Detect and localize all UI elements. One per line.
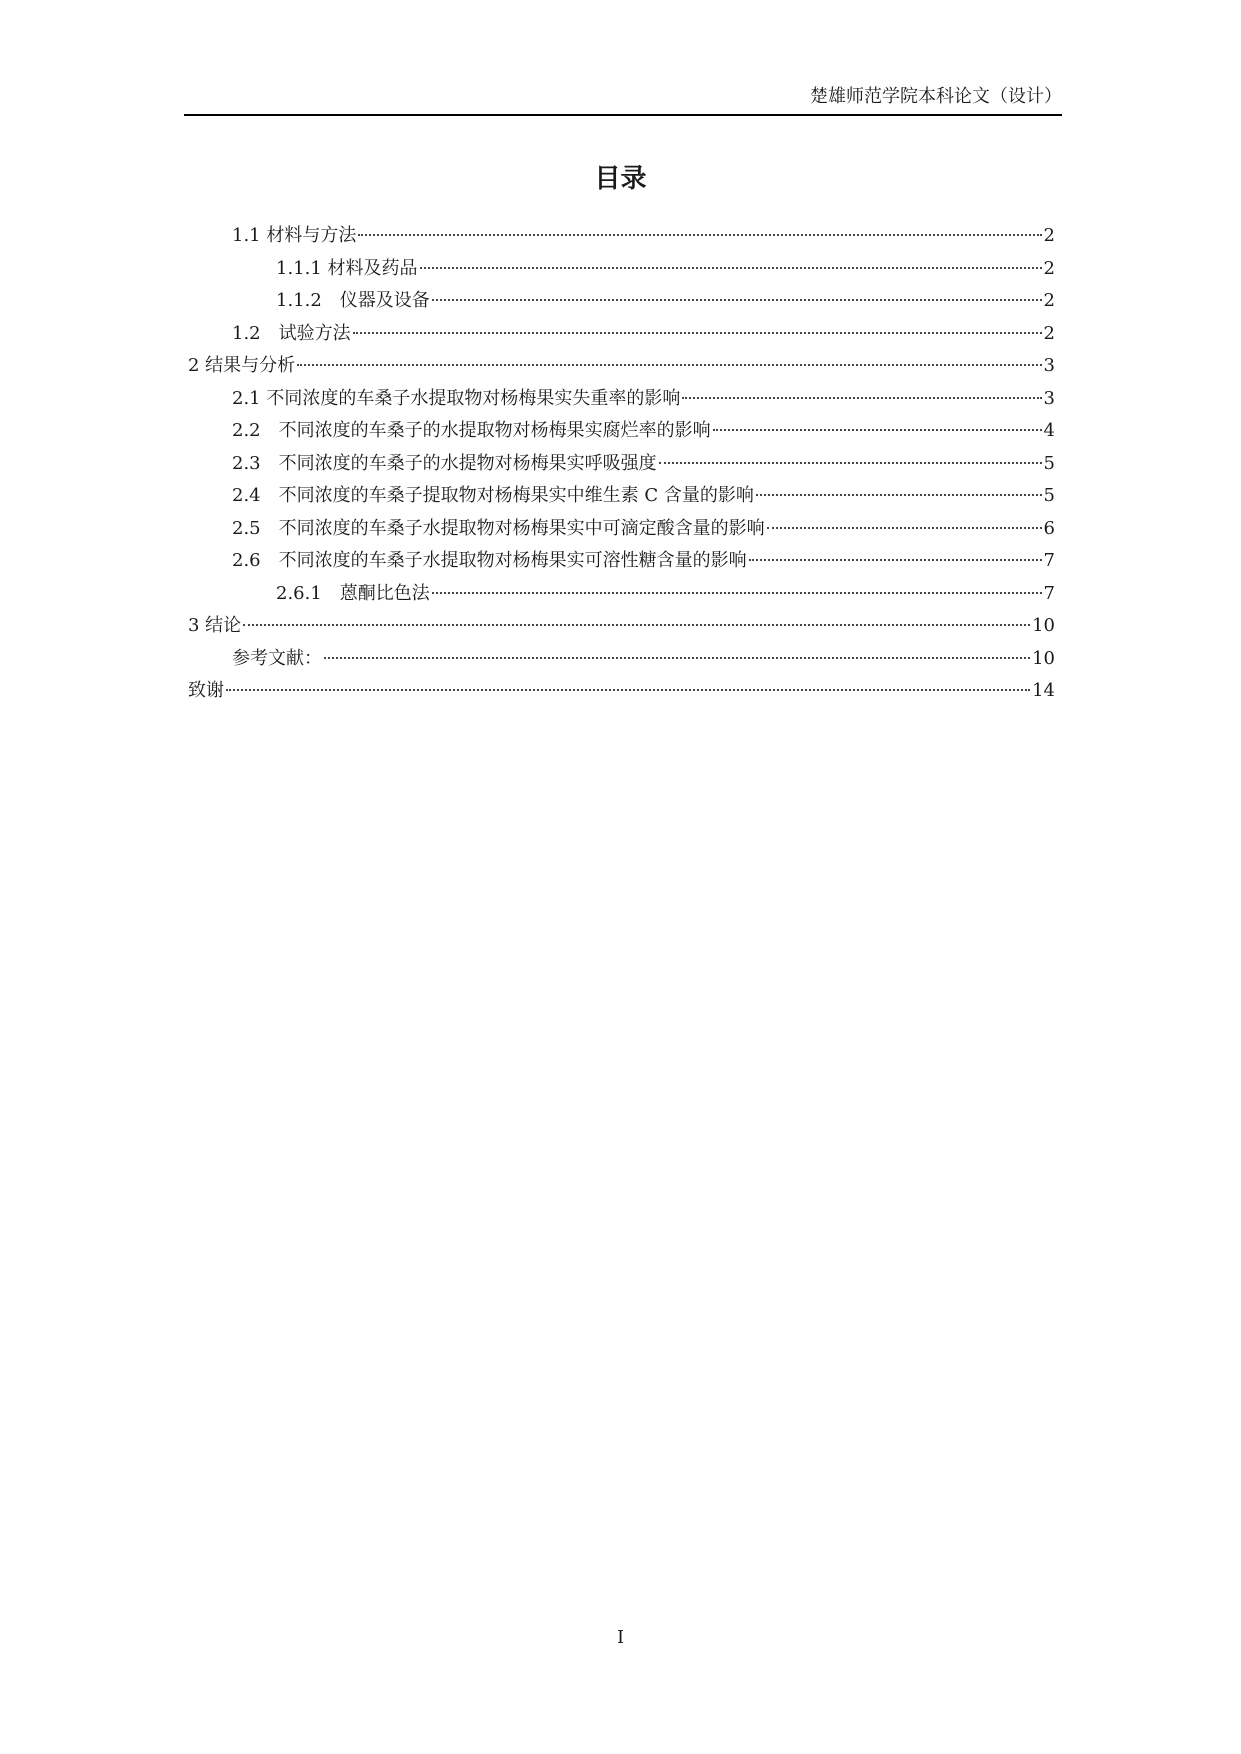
toc-dot-leader bbox=[659, 462, 1042, 464]
toc-entry-page: 10 bbox=[1032, 647, 1055, 669]
toc-entry[interactable] bbox=[188, 513, 1055, 546]
toc-entry-label: 2.2 不同浓度的车桑子的水提取物对杨梅果实腐烂率的影响 bbox=[232, 420, 711, 441]
toc-entry-page: 5 bbox=[1043, 485, 1055, 506]
toc-entry-page: 2 bbox=[1043, 290, 1055, 311]
toc-entry-page: 2 bbox=[1043, 225, 1055, 246]
toc-dot-leader bbox=[243, 624, 1030, 626]
toc-dot-leader bbox=[297, 364, 1041, 366]
toc-entry-page: 4 bbox=[1043, 420, 1055, 441]
toc-entry-label: 3 结论 bbox=[188, 615, 242, 636]
toc-entry-label: 1.1.1 材料及药品 bbox=[276, 257, 418, 279]
toc-entry-label: 2.5 不同浓度的车桑子水提取物对杨梅果实中可滴定酸含量的影响 bbox=[232, 517, 765, 539]
toc-entry[interactable] bbox=[188, 350, 1055, 383]
toc-entry-page: 2 bbox=[1043, 257, 1055, 279]
toc-entry-label: 1.1 材料与方法 bbox=[232, 225, 357, 246]
toc-entry[interactable] bbox=[188, 448, 1055, 481]
toc-entry-label: 致谢 bbox=[188, 680, 224, 701]
toc-entry-label: 2.6.1 蒽酮比色法 bbox=[276, 582, 430, 604]
toc-entry-label: 2.6 不同浓度的车桑子水提取物对杨梅果实可溶性糖含量的影响 bbox=[232, 550, 747, 571]
toc-dot-leader bbox=[420, 267, 1042, 269]
toc-title: 目录 bbox=[594, 164, 647, 194]
toc-entry[interactable] bbox=[188, 318, 1055, 351]
toc-entry-page: 7 bbox=[1043, 550, 1055, 571]
toc-dot-leader bbox=[358, 234, 1041, 236]
page-number: I bbox=[616, 1627, 625, 1648]
toc-entry-page: 3 bbox=[1043, 355, 1055, 376]
toc-dot-leader bbox=[432, 299, 1042, 301]
toc-entry-page: 14 bbox=[1032, 680, 1055, 701]
toc-entry-page: 5 bbox=[1043, 452, 1055, 474]
toc-dot-leader bbox=[767, 527, 1042, 529]
toc-entry-label: 1.1.2 仪器及设备 bbox=[276, 290, 430, 311]
toc-dot-leader bbox=[749, 559, 1042, 561]
toc-entry[interactable] bbox=[188, 480, 1055, 513]
toc-entry[interactable] bbox=[188, 220, 1055, 253]
toc-entry[interactable] bbox=[188, 383, 1055, 416]
toc-dot-leader bbox=[713, 429, 1042, 431]
toc-entry[interactable] bbox=[188, 545, 1055, 578]
toc-entry-page: 2 bbox=[1043, 322, 1055, 344]
toc-dot-leader bbox=[226, 689, 1030, 691]
toc-entry-page: 10 bbox=[1032, 615, 1055, 636]
toc-dot-leader bbox=[756, 494, 1042, 496]
toc-entry[interactable] bbox=[188, 285, 1055, 318]
toc-entry[interactable] bbox=[188, 675, 1055, 708]
toc-entry[interactable] bbox=[188, 415, 1055, 448]
toc-entry-label: 参考文献： bbox=[232, 647, 322, 669]
toc-dot-leader bbox=[682, 397, 1041, 399]
toc-entry-label: 2.3 不同浓度的车桑子的水提物对杨梅果实呼吸强度 bbox=[232, 452, 657, 474]
running-header: 楚雄师范学院本科论文（设计） bbox=[810, 86, 1062, 107]
toc-entry-label: 2.4 不同浓度的车桑子提取物对杨梅果实中维生素 C 含量的影响 bbox=[232, 485, 754, 506]
header-rule bbox=[184, 114, 1062, 116]
toc-entry-page: 7 bbox=[1043, 582, 1055, 604]
toc-entry[interactable] bbox=[188, 643, 1055, 676]
toc-dot-leader bbox=[324, 657, 1030, 659]
toc-dot-leader bbox=[432, 592, 1042, 594]
toc-entry[interactable] bbox=[188, 578, 1055, 611]
toc-entry-label: 2.1 不同浓度的车桑子水提取物对杨梅果实失重率的影响 bbox=[232, 387, 681, 409]
table-of-contents bbox=[188, 220, 1055, 708]
toc-entry-page: 3 bbox=[1043, 387, 1055, 409]
toc-entry[interactable] bbox=[188, 610, 1055, 643]
toc-entry-label: 1.2 试验方法 bbox=[232, 322, 351, 344]
toc-dot-leader bbox=[353, 332, 1042, 334]
toc-entry-label: 2 结果与分析 bbox=[188, 355, 296, 376]
toc-entry-page: 6 bbox=[1043, 517, 1055, 539]
toc-entry[interactable] bbox=[188, 253, 1055, 286]
